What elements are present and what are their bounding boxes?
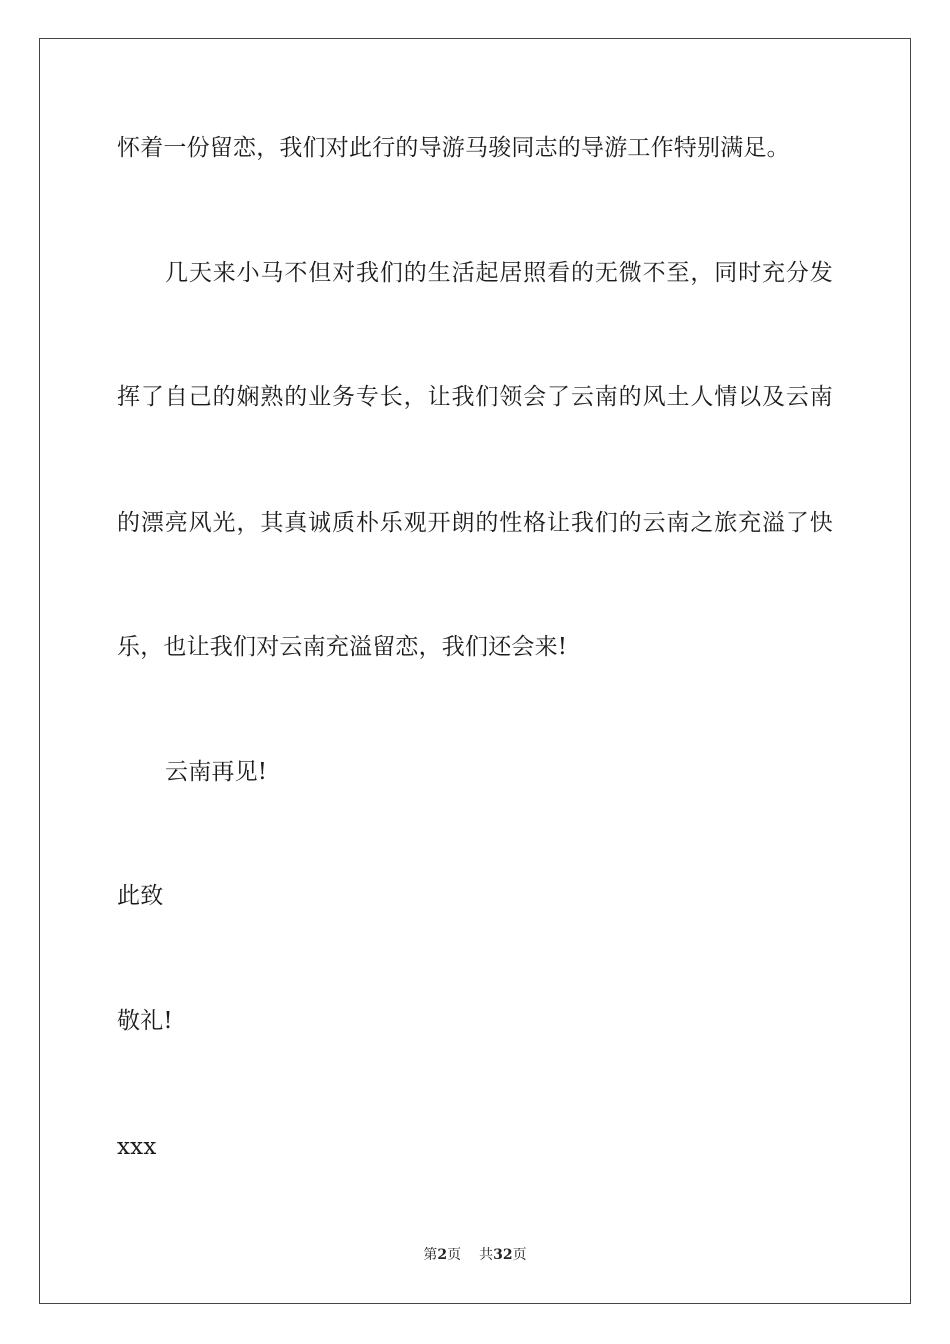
total-prefix: 共	[479, 1247, 494, 1263]
total-pages: 32	[493, 1247, 513, 1263]
body-line-3: 挥了自己的娴熟的业务专长，让我们领会了云南的风土人情以及云南	[117, 384, 833, 410]
body-line-1: 怀着一份留恋，我们对此行的导游马骏同志的导游工作特别满足。	[117, 135, 790, 161]
total-suffix: 页	[512, 1247, 527, 1263]
page-border	[39, 38, 911, 1304]
closing-regards: 敬礼!	[117, 1008, 173, 1034]
farewell-line: 云南再见!	[165, 759, 268, 785]
closing-salutation: 此致	[117, 883, 164, 909]
page-footer	[0, 1246, 950, 1264]
page-suffix: 页	[447, 1247, 462, 1263]
page-number: 2	[437, 1247, 448, 1263]
body-line-5: 乐，也让我们对云南充溢留恋，我们还会来!	[117, 634, 568, 660]
body-line-4: 的漂亮风光，其真诚质朴乐观开朗的性格让我们的云南之旅充溢了快	[117, 510, 833, 536]
signature: xxx	[117, 1134, 157, 1160]
page-prefix: 第	[423, 1247, 438, 1263]
body-line-2: 几天来小马不但对我们的生活起居照看的无微不至，同时充分发	[165, 260, 833, 286]
